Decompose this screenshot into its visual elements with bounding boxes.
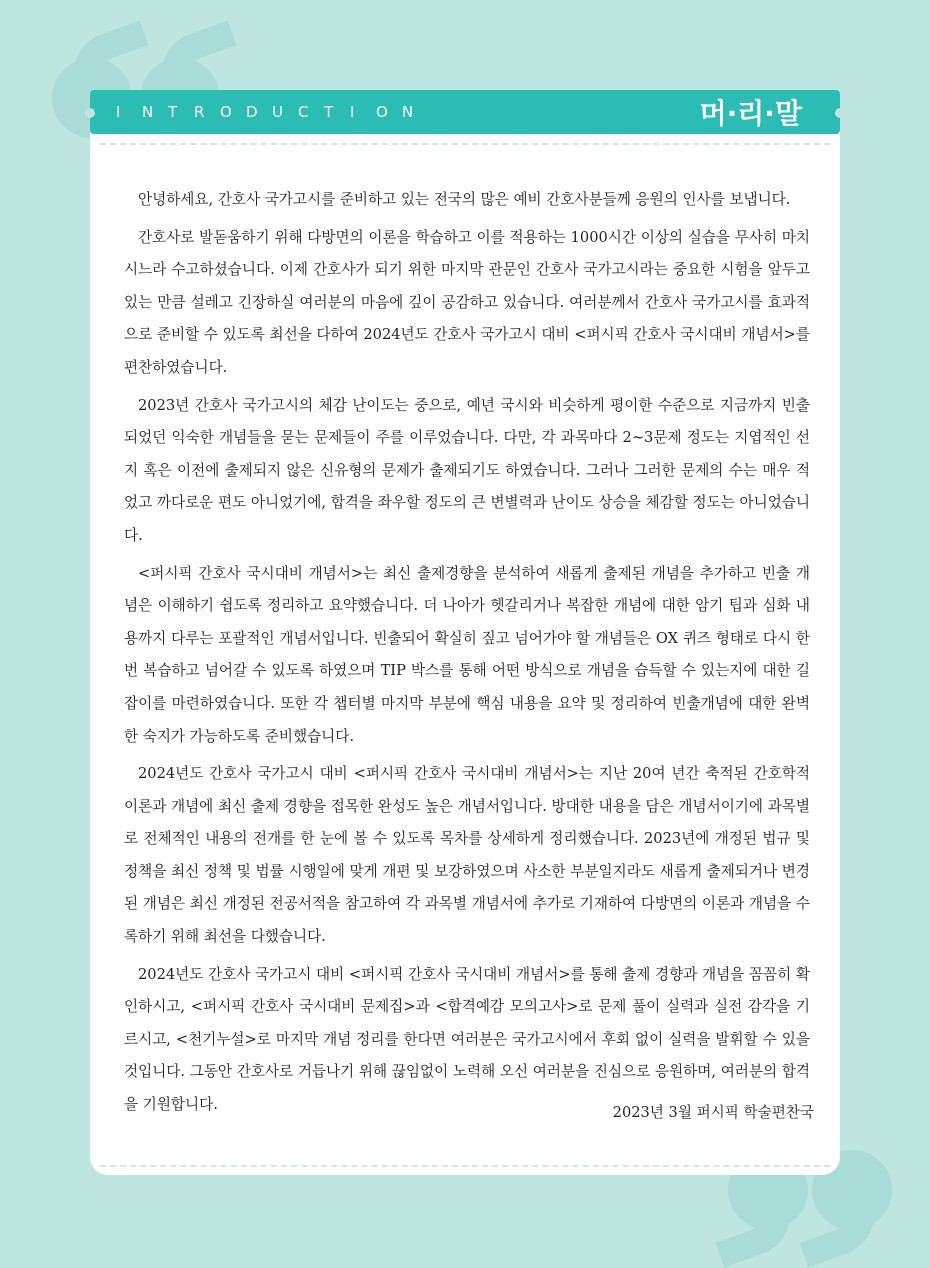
introduction-label	[116, 90, 428, 134]
introduction-letter: O	[376, 103, 388, 121]
introduction-letter: N	[142, 103, 154, 121]
paragraph-3: 2023년 간호사 국가고시의 체감 난이도는 중으로, 예년 국시와 비슷하게 평이한 수준으로 지금까지 빈출되었던 익숙한 개념들을 묻는 문제들이 주를 이루었습니다. 다만, 각 과목마다 2~3문제 정도는 지엽적인 선지 혹은 이전에 출제되지 않은 신유형의 문제가 출제되기도 하였습니다. 그러나 그러한 문제의 수는 매우 적었고 까다로운 편도 아니었기에, 합격을 좌우할 정도의 큰 변별력과 난이도 상승을 체감할 정도는 아니었습니다.	[124, 396, 810, 544]
banner-notch-left	[85, 108, 95, 118]
introduction-letter: R	[194, 103, 205, 121]
header-banner	[90, 90, 840, 134]
signature: 2023년 3월 퍼시픽 학술편찬국	[612, 1104, 814, 1121]
banner-notch-right	[835, 108, 845, 118]
introduction-letter: C	[298, 103, 309, 121]
paragraph-4: <퍼시픽 간호사 국시대비 개념서>는 최신 출제경향을 분석하여 새롭게 출제된 개념을 추가하고 빈출 개념은 이해하기 쉽도록 정리하고 요약했습니다. 더 나아가 헷갈리거나 복잡한 개념에 대한 암기 팁과 심화 내용까지 다루는 포괄적인 개념서입니다. 빈출되어 확실히 짚고 넘어가야 할 개념들은 OX 퀴즈 형태로 다시 한 번 복습하고 넘어갈 수 있도록 하였으며 TIP 박스를 통해 어떤 방식으로 개념을 습득할 수 있는지에 대한 길잡이를 마련하였습니다. 또한 각 챕터별 마지막 부분에 핵심 내용을 요약 및 정리하여 빈출개념에 대한 완벽한 숙지가 가능하도록 준비했습니다.	[124, 564, 810, 745]
introduction-letter: I	[350, 103, 355, 121]
introduction-letter: T	[324, 103, 334, 121]
introduction-letter: D	[246, 103, 258, 121]
top-dashed-divider	[100, 143, 830, 145]
introduction-letter: U	[272, 103, 283, 121]
paragraph-1: 안녕하세요, 간호사 국가고시를 준비하고 있는 전국의 많은 예비 간호사분들께 응원의 인사를 보냅니다.	[138, 191, 791, 208]
bottom-dashed-divider	[100, 1165, 830, 1167]
introduction-letters	[116, 103, 428, 121]
paragraph-2: 간호사로 발돋움하기 위해 다방면의 이론을 학습하고 이를 적용하는 1000시간 이상의 실습을 무사히 마치시느라 수고하셨습니다. 이제 간호사가 되기 위한 마지막 관문인 간호사 국가고시라는 중요한 시험을 앞두고 있는 만큼 설레고 긴장하실 여러분의 마음에 깊이 공감하고 있습니다. 여러분께서 간호사 국가고시를 효과적으로 준비할 수 있도록 최선을 다하여 2024년도 간호사 국가고시 대비 <퍼시픽 간호사 국시대비 개념서>를 편찬하였습니다.	[124, 228, 810, 376]
introduction-letter: T	[168, 103, 178, 121]
paragraph-5: 2024년도 간호사 국가고시 대비 <퍼시픽 간호사 국시대비 개념서>는 지난 20여 년간 축적된 간호학적 이론과 개념에 최신 출제 경향을 접목한 완성도 높은 개념서입니다. 방대한 내용을 담은 개념서이기에 과목별로 전체적인 내용의 전개를 한 눈에 볼 수 있도록 목차를 상세하게 정리했습니다. 2023년에 개정된 법규 및 정책을 최신 정책 및 법률 시행일에 맞게 개편 및 보강하였으며 사소한 부분일지라도 새롭게 출제되거나 변경된 개념은 최신 개정된 전공서적을 참고하여 각 과목별 개념서에 추가로 기재하여 다방면의 이론과 개념을 수록하기 위해 최선을 다했습니다.	[124, 765, 810, 946]
preface-body	[124, 184, 810, 1127]
preface-title: 머·리·말	[699, 97, 802, 130]
introduction-letter: N	[402, 103, 414, 121]
introduction-letter: O	[220, 103, 232, 121]
introduction-letter: I	[116, 103, 121, 121]
paragraph-6: 2024년도 간호사 국가고시 대비 <퍼시픽 간호사 국시대비 개념서>를 통해 출제 경향과 개념을 꼼꼼히 확인하시고, <퍼시픽 간호사 국시대비 문제집>과 <합격예감 모의고사>로 문제 풀이 실력과 실전 감각을 기르시고, <천기누설>로 마지막 개념 정리를 한다면 여러분은 국가고시에서 후회 없이 실력을 발휘할 수 있을 것입니다. 그동안 간호사로 거듭나기 위해 끊임없이 노력해 오신 여러분을 진심으로 응원하며, 여러분의 합격을 기원합니다.	[124, 965, 810, 1114]
